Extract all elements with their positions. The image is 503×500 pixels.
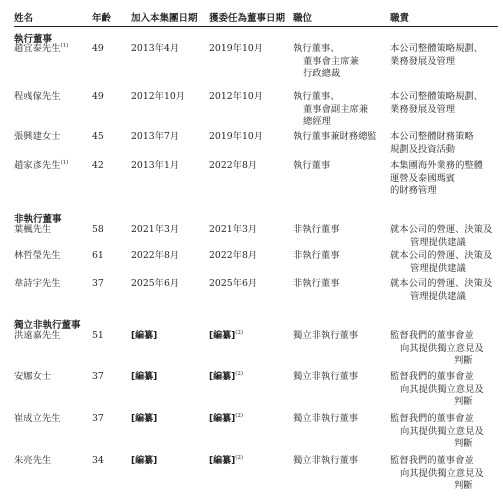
director-age [92, 371, 104, 384]
director-responsibilities-line: 管理提供建議 [410, 262, 466, 274]
director-responsibilities-line: 就本公司的營運、決策及 [390, 250, 493, 261]
director-responsibilities-line: 本公司整體策略規劃、 [390, 43, 483, 54]
appointed-date-text: 2022年8月 [209, 160, 258, 171]
director-age-text: 49 [92, 91, 104, 102]
director-position-line: 獨立非執行董事 [293, 371, 359, 382]
director-name [14, 43, 68, 56]
appointed-date-text: 2012年10月 [209, 91, 264, 102]
footnote-marker: (1) [60, 42, 69, 49]
director-name [14, 250, 61, 263]
director-name-text: 崔成立先生 [14, 413, 61, 424]
director-position [293, 43, 359, 81]
director-position [293, 278, 340, 291]
director-age [92, 250, 104, 263]
appointed-date-text: 2022年8月 [209, 250, 258, 261]
header-name: 姓名 [14, 13, 34, 24]
appointed-date [209, 413, 243, 426]
director-responsibilities-line: 本公司整體財務策略 [390, 131, 474, 142]
director-position-line: 非執行董事 [293, 278, 340, 289]
footnote-marker: (2) [235, 329, 244, 336]
appointed-date-text: [編纂] [209, 456, 236, 466]
director-position-line: 董事會主席兼 [303, 55, 359, 67]
director-age-text: 37 [92, 371, 104, 382]
joined-date [131, 455, 157, 468]
header-responsibilities: 職責 [390, 13, 410, 24]
appointed-date [209, 278, 257, 291]
director-name-text: 張興建女士 [14, 131, 61, 142]
director-name [14, 224, 51, 237]
director-responsibilities [390, 91, 483, 116]
director-position-line: 獨立非執行董事 [293, 413, 359, 424]
director-age [92, 413, 104, 426]
joined-date [131, 371, 157, 384]
footnote-marker: (1) [60, 159, 69, 166]
joined-date-text: [編纂] [131, 372, 158, 382]
director-position-line: 獨立非執行董事 [293, 455, 359, 466]
director-responsibilities-line: 判斷 [454, 438, 473, 449]
director-responsibilities [390, 224, 492, 249]
director-name [14, 91, 61, 104]
director-position-line: 非執行董事 [293, 224, 340, 235]
footnote-marker: (2) [235, 370, 244, 377]
director-position [293, 160, 330, 173]
joined-date-text: 2021年3月 [131, 224, 180, 235]
director-responsibilities-line: 監督我們的董事會並 [390, 330, 474, 341]
director-position-line: 執行董事、 [293, 91, 340, 102]
appointed-date [209, 330, 243, 343]
director-name-text: 程彧傢先生 [14, 91, 61, 102]
appointed-date [209, 131, 263, 144]
director-responsibilities [390, 455, 484, 493]
director-position-line: 非執行董事 [293, 250, 340, 261]
director-position [293, 371, 358, 384]
section-title-non-executive: 非執行董事 [14, 214, 62, 225]
director-responsibilities-line: 規劃及投資活動 [390, 143, 456, 155]
director-name [14, 330, 61, 343]
director-age [92, 224, 104, 237]
director-age-text: 58 [92, 224, 104, 235]
director-responsibilities-line: 就本公司的營運、決策及 [390, 224, 493, 235]
director-responsibilities-line: 判斷 [454, 480, 473, 491]
director-position-line: 董事會副主席兼 [303, 103, 369, 115]
director-responsibilities-line: 判斷 [454, 355, 473, 366]
joined-date [131, 91, 185, 104]
appointed-date [209, 43, 263, 56]
director-responsibilities-line: 業務發展及管理 [390, 103, 456, 115]
director-age [92, 91, 104, 104]
director-age-text: 51 [92, 330, 104, 341]
joined-date-text: 2012年10月 [131, 91, 186, 102]
director-name-text: 韋詩宇先生 [14, 278, 61, 289]
director-name [14, 413, 61, 426]
director-name-text: 洪遠嘉先生 [14, 330, 61, 341]
director-responsibilities-line: 本公司整體策略規劃、 [390, 91, 483, 102]
director-name-text: 趙宜泰先生 [14, 43, 61, 54]
director-position [293, 224, 340, 237]
joined-date [131, 250, 179, 263]
director-name [14, 371, 51, 384]
director-position [293, 250, 340, 263]
director-responsibilities-line: 就本公司的營運、決策及 [390, 278, 493, 289]
director-responsibilities-line: 監督我們的董事會並 [390, 371, 474, 382]
director-position-line: 行政總裁 [303, 68, 341, 79]
appointed-date [209, 371, 243, 384]
header-appointed: 獲委任為董事日期 [209, 13, 286, 24]
director-position [293, 455, 358, 468]
appointed-date-text: [編纂] [209, 372, 236, 382]
joined-date [131, 278, 179, 291]
header-joined: 加入本集團日期 [131, 13, 198, 24]
director-position [293, 330, 358, 343]
section-title-executive: 執行董事 [14, 34, 53, 45]
joined-date-text: [編纂] [131, 331, 158, 341]
director-age [92, 278, 104, 291]
director-name [14, 455, 51, 468]
director-name-text: 趙家彥先生 [14, 160, 61, 171]
header-position: 職位 [293, 13, 313, 24]
appointed-date [209, 224, 257, 237]
header-age: 年齡 [92, 13, 112, 24]
director-responsibilities [390, 131, 474, 156]
director-responsibilities-line: 業務發展及管理 [390, 55, 456, 67]
director-responsibilities [390, 250, 492, 275]
joined-date [131, 43, 179, 56]
joined-date-text: 2013年1月 [131, 160, 180, 171]
director-responsibilities [390, 371, 484, 409]
director-age [92, 43, 104, 56]
joined-date [131, 330, 157, 343]
director-age [92, 330, 104, 343]
footnote-marker: (2) [235, 412, 244, 419]
director-name-text: 林哲瑩先生 [14, 250, 61, 261]
joined-date-text: 2013年4月 [131, 43, 180, 54]
director-position-line: 執行董事、 [293, 43, 340, 54]
joined-date [131, 160, 179, 173]
director-position [293, 413, 358, 426]
director-name [14, 278, 61, 291]
director-responsibilities-line: 運營及泰國瑪賓 [390, 172, 456, 184]
appointed-date [209, 160, 257, 173]
director-responsibilities-line: 管理提供建議 [410, 290, 466, 302]
appointed-date [209, 91, 263, 104]
director-age [92, 131, 104, 144]
director-responsibilities [390, 160, 483, 198]
director-age [92, 160, 104, 173]
appointed-date-text: [編纂] [209, 414, 236, 424]
director-responsibilities-line: 向其提供獨立意見及 [400, 467, 484, 479]
appointed-date-text: 2019年10月 [209, 131, 264, 142]
director-age-text: 34 [92, 455, 104, 466]
joined-date-text: 2025年6月 [131, 278, 180, 289]
director-responsibilities-line: 管理提供建議 [410, 236, 466, 248]
director-responsibilities [390, 330, 484, 368]
joined-date-text: 2013年7月 [131, 131, 180, 142]
director-name-text: 葉楓先生 [14, 224, 52, 235]
director-responsibilities-line: 向其提供獨立意見及 [400, 342, 484, 354]
joined-date [131, 131, 179, 144]
director-position [293, 91, 368, 129]
director-responsibilities [390, 278, 492, 303]
appointed-date-text: 2025年6月 [209, 278, 258, 289]
director-responsibilities-line: 向其提供獨立意見及 [400, 383, 484, 395]
director-responsibilities [390, 43, 483, 68]
director-age-text: 61 [92, 250, 104, 261]
appointed-date [209, 455, 243, 468]
director-responsibilities [390, 413, 484, 451]
appointed-date [209, 250, 257, 263]
director-position-line: 總經理 [303, 116, 331, 127]
director-responsibilities-line: 的財務管理 [390, 185, 437, 196]
director-age-text: 45 [92, 131, 104, 142]
header-rule [14, 26, 498, 27]
director-name-text: 朱亮先生 [14, 455, 52, 466]
joined-date [131, 413, 157, 426]
appointed-date-text: 2021年3月 [209, 224, 258, 235]
appointed-date-text: [編纂] [209, 331, 236, 341]
director-responsibilities-line: 向其提供獨立意見及 [400, 425, 484, 437]
joined-date [131, 224, 179, 237]
director-age [92, 455, 104, 468]
director-age-text: 49 [92, 43, 104, 54]
section-title-independent: 獨立非執行董事 [14, 320, 81, 331]
director-position-line: 獨立非執行董事 [293, 330, 359, 341]
director-name [14, 131, 61, 144]
joined-date-text: 2022年8月 [131, 250, 180, 261]
director-position-line: 執行董事兼財務總監 [293, 131, 377, 142]
director-position [293, 131, 377, 144]
director-responsibilities-line: 監督我們的董事會並 [390, 413, 474, 424]
joined-date-text: [編纂] [131, 456, 158, 466]
footnote-marker: (2) [235, 454, 244, 461]
director-age-text: 42 [92, 160, 104, 171]
director-responsibilities-line: 判斷 [454, 396, 473, 407]
director-age-text: 37 [92, 413, 104, 424]
joined-date-text: [編纂] [131, 414, 158, 424]
director-age-text: 37 [92, 278, 104, 289]
director-name [14, 160, 68, 173]
director-name-text: 安娜女士 [14, 371, 52, 382]
director-responsibilities-line: 本集團海外業務的整體 [390, 160, 483, 171]
director-responsibilities-line: 監督我們的董事會並 [390, 455, 474, 466]
appointed-date-text: 2019年10月 [209, 43, 264, 54]
director-position-line: 執行董事 [293, 160, 331, 171]
